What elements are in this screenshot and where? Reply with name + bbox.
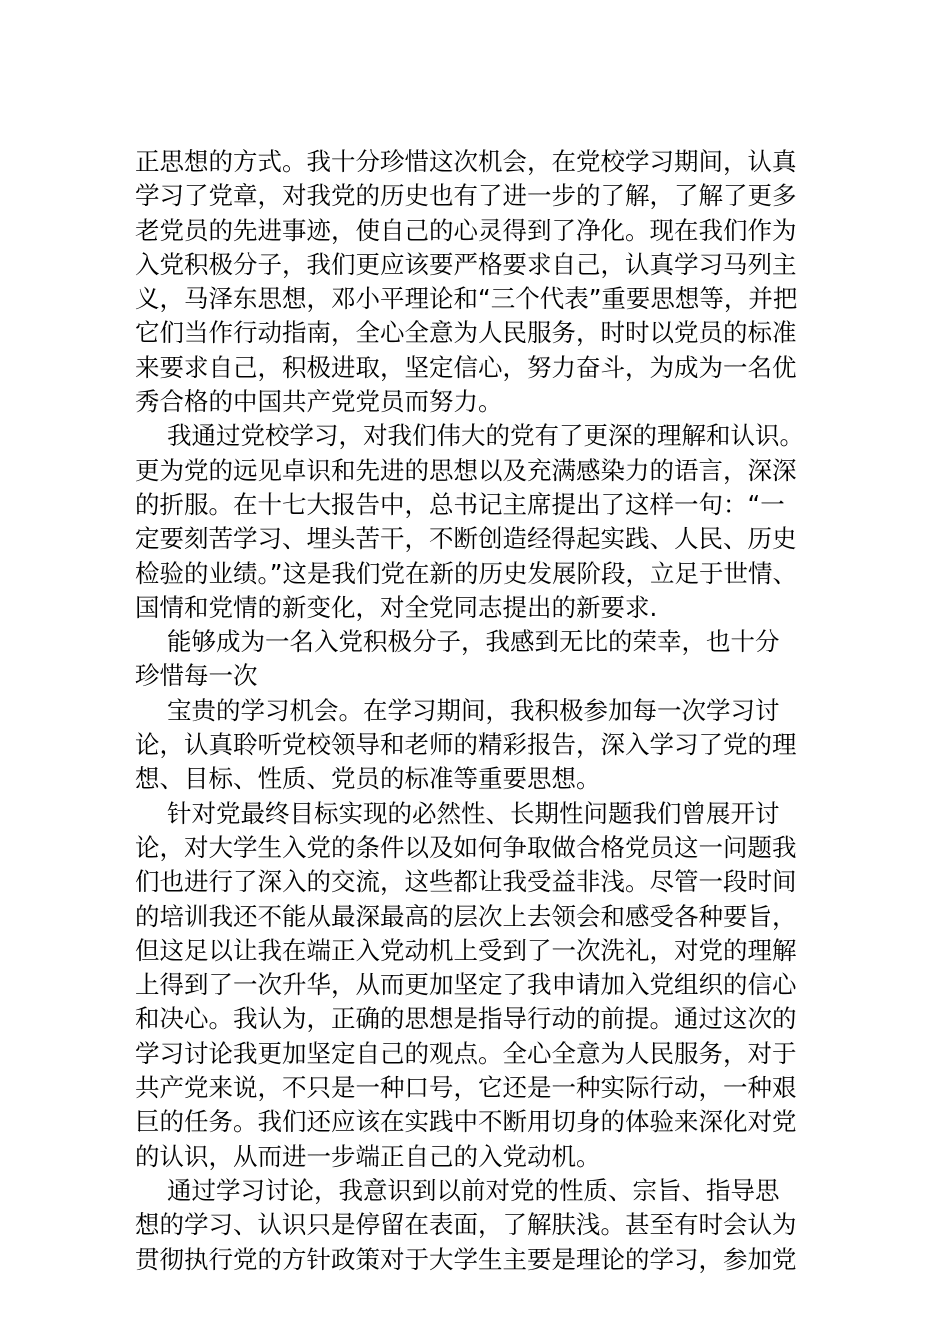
text-line: 检验的业绩。”这是我们党在新的历史发展阶段，立足于世情、 [135,558,797,588]
text-line: 们也进行了深入的交流，这些都让我受益非浅。尽管一段时间 [135,867,797,897]
text-line: 论，认真聆听党校领导和老师的精彩报告，深入学习了党的理 [135,730,797,760]
text-line: 我通过党校学习，对我们伟大的党有了更深的理解和认识。 [167,421,804,451]
text-line: 针对党最终目标实现的必然性、长期性问题我们曾展开讨 [167,798,780,828]
text-line: 学习了党章，对我党的历史也有了进一步的了解，了解了更多 [135,181,797,211]
text-line: 来要求自己，积极进取，坚定信心，努力奋斗，为成为一名优 [135,352,797,382]
text-line: 秀合格的中国共产党党员而努力。 [135,387,503,417]
text-line: 和决心。我认为，正确的思想是指导行动的前提。通过这次的 [135,1004,797,1034]
text-line: 国情和党情的新变化，对全党同志提出的新要求. [135,592,658,622]
text-line: 但这足以让我在端正入党动机上受到了一次洗礼，对党的理解 [135,935,797,965]
text-line: 定要刻苦学习、埋头苦干，不断创造经得起实践、人民、历史 [135,524,797,554]
text-line: 学习讨论我更加坚定自己的观点。全心全意为人民服务，对于 [135,1038,797,1068]
text-line: 更为党的远见卓识和先进的思想以及充满感染力的语言，深深 [135,455,797,485]
text-line: 通过学习讨论，我意识到以前对党的性质、宗旨、指导思 [167,1175,780,1205]
text-line: 珍惜每一次 [135,661,258,691]
text-line: 老党员的先进事迹，使自己的心灵得到了净化。现在我们作为 [135,215,797,245]
text-line: 宝贵的学习机会。在学习期间，我积极参加每一次学习讨 [167,695,780,725]
text-line: 贯彻执行党的方针政策对于大学生主要是理论的学习，参加党 [135,1244,797,1274]
document-body [135,145,825,1277]
text-line: 共产党来说，不只是一种口号，它还是一种实际行动，一种艰 [135,1073,797,1103]
text-line: 义，马泽东思想，邓小平理论和“三个代表”重要思想等，并把 [135,284,798,314]
text-line: 想、目标、性质、党员的标准等重要思想。 [135,764,601,794]
text-line: 论，对大学生入党的条件以及如何争取做合格党员这一问题我 [135,832,797,862]
text-line: 入党积极分子，我们更应该要严格要求自己，认真学习马列主 [135,249,797,279]
text-line: 能够成为一名入党积极分子，我感到无比的荣幸，也十分 [167,627,780,657]
text-line: 它们当作行动指南，全心全意为人民服务，时时以党员的标准 [135,318,797,348]
text-line: 的认识，从而进一步端正自己的入党动机。 [135,1141,601,1171]
text-line: 正思想的方式。我十分珍惜这次机会，在党校学习期间，认真 [135,147,797,176]
text-line: 上得到了一次升华，从而更加坚定了我申请加入党组织的信心 [135,970,797,1000]
text-line: 想的学习、认识只是停留在表面，了解肤浅。甚至有时会认为 [135,1210,797,1240]
text-line: 巨的任务。我们还应该在实践中不断用切身的体验来深化对党 [135,1107,797,1137]
text-line: 的培训我还不能从最深最高的层次上去领会和感受各种要旨， [135,901,797,931]
text-line: 的折服。在十七大报告中，总书记主席提出了这样一句：“一 [135,489,785,519]
